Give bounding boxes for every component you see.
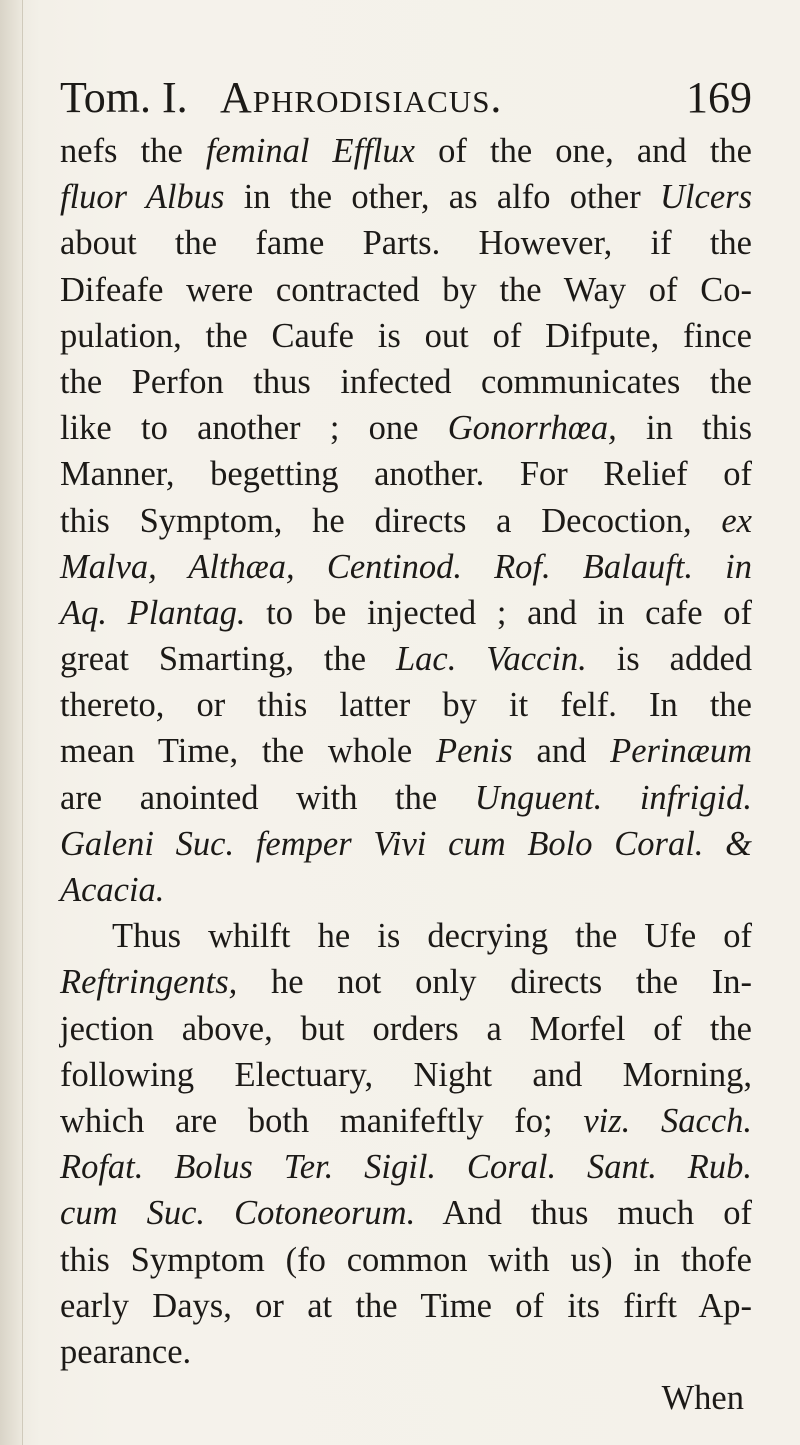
italic-run: ex (721, 501, 752, 540)
text-line (60, 128, 752, 174)
page-number: 169 (686, 73, 752, 122)
text-run: are anointed with the (60, 778, 475, 817)
volume-label: Tom. I. (60, 73, 188, 122)
italic-run: cum Suc. Cotoneorum. (60, 1194, 416, 1233)
text-run: in this (616, 409, 752, 448)
italic-run: Penis (436, 732, 513, 771)
italic-run: fluor Albus (60, 178, 225, 217)
italic-run: Unguent. infrigid. (474, 778, 752, 817)
text-run: this Symptom, he directs a Decoction, (60, 501, 722, 540)
text-run: great Smarting, the (60, 640, 396, 679)
text-line (60, 1283, 752, 1329)
italic-run: Galeni Suc. femper Vivi cum Bolo Coral. & (60, 824, 752, 863)
text-run: pulation, the Caufe is out of Difpute, fince (60, 316, 752, 355)
text-line (60, 1006, 752, 1052)
italic-run: viz. Sacch. (583, 1101, 753, 1140)
text-run: Thus whilft he is decrying the Ufe of (112, 917, 752, 956)
text-run: to be injected ; and in cafe of (245, 593, 752, 632)
text-line (60, 405, 752, 451)
text-line (60, 821, 752, 867)
text-line (60, 544, 752, 590)
text-line (60, 590, 752, 636)
text-run: is added (586, 640, 753, 679)
text-run: When (661, 1379, 744, 1418)
text-line (60, 220, 752, 266)
italic-run: Acacia. (60, 871, 165, 909)
italic-run: Reftringents, (60, 963, 238, 1002)
italic-run: Lac. Vaccin. (395, 640, 587, 679)
page-gutter (0, 0, 23, 1445)
text-run: Manner, begetting another. For Relief of (60, 455, 752, 494)
text-run: mean Time, the whole (60, 732, 437, 771)
text-run: which are both manifeftly fo; (60, 1101, 584, 1140)
text-line (60, 1329, 752, 1375)
italic-run: Rofat. Bolus Ter. Sigil. Coral. Sant. Rub. (60, 1148, 752, 1187)
running-head (60, 70, 752, 126)
text-line (60, 174, 752, 220)
text-run: and (512, 732, 611, 771)
text-line (60, 867, 752, 913)
text-run: like to another ; one (60, 409, 448, 448)
italic-run: Aq. Plantag. (60, 593, 246, 632)
italic-run: Perinæum (610, 732, 752, 771)
text-run: following Electuary, Night and Morning, (60, 1055, 752, 1094)
italic-run: feminal Efflux (205, 132, 415, 170)
italic-run: Malva, Althæa, Centinod. Rof. Balauft. in (60, 547, 752, 586)
running-title: Aphrodisiacus. (220, 73, 503, 122)
text-run: jection above, but orders a Morfel of the (60, 1009, 752, 1048)
text-line (60, 682, 752, 728)
text-line (60, 359, 752, 405)
text-run: early Days, or at the Time of its firft Ap- (60, 1286, 752, 1325)
text-line (60, 313, 752, 359)
text-line (60, 267, 752, 313)
text-run: of the one, and the (414, 132, 752, 170)
text-run: this Symptom (fo common with us) in thofe (60, 1240, 752, 1279)
text-run: pearance. (60, 1332, 192, 1371)
body-text (60, 128, 752, 1421)
text-line (60, 775, 752, 821)
text-run: thereto, or this latter by it felf. In the (60, 686, 752, 725)
italic-run: Ulcers (660, 178, 752, 217)
text-run: And thus much of (415, 1194, 752, 1233)
text-line (60, 913, 752, 959)
text-line (60, 1190, 752, 1236)
text-run: in the other, as alfo other (224, 178, 661, 217)
text-line (60, 1237, 752, 1283)
text-line (60, 636, 752, 682)
italic-run: Gonorrhœa, (447, 409, 617, 448)
catchword (60, 1375, 752, 1421)
text-run: nefs the (60, 132, 206, 170)
text-line (60, 451, 752, 497)
text-line (60, 728, 752, 774)
text-line (60, 498, 752, 544)
text-run: Difeafe were contracted by the Way of Co- (60, 270, 752, 309)
text-line (60, 1052, 752, 1098)
text-run: about the fame Parts. However, if the (60, 224, 752, 263)
text-line (60, 959, 752, 1005)
text-line (60, 1144, 752, 1190)
text-run: the Perfon thus infected communicates the (60, 362, 752, 401)
text-line (60, 1098, 752, 1144)
text-run: he not only directs the In- (237, 963, 752, 1002)
